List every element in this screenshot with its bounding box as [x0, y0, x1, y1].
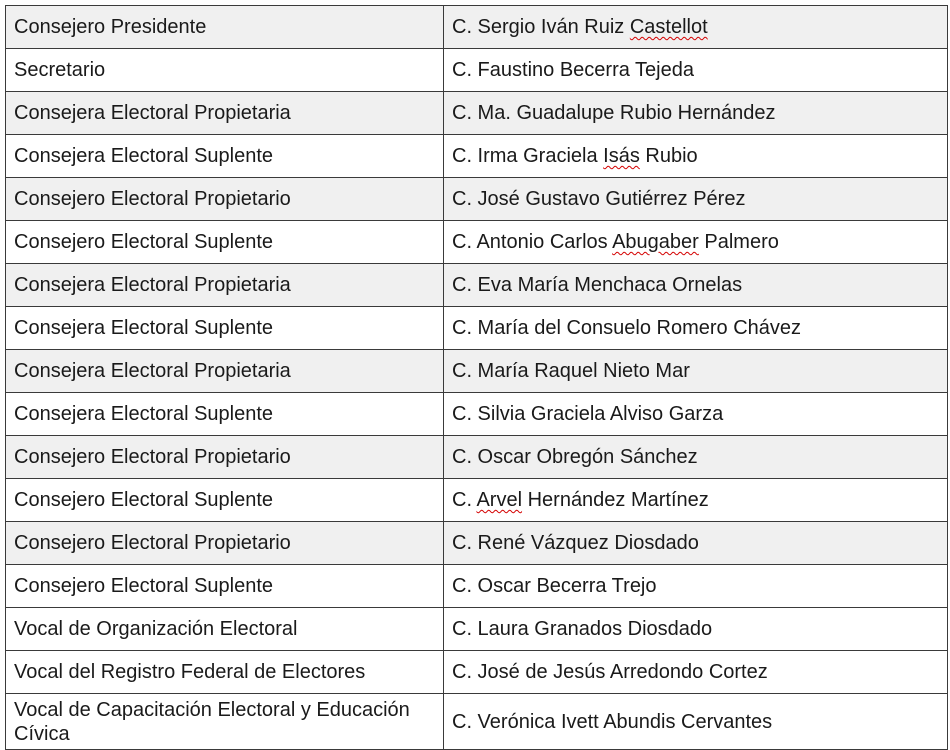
table-row: [6, 49, 948, 92]
name-cell: [444, 135, 948, 178]
name-text: Rubio: [639, 145, 698, 167]
name-cell: [444, 694, 948, 750]
name-text: C. José de Jesús Arredondo Cortez: [452, 661, 768, 683]
role-cell: Consejero Electoral Suplente: [6, 479, 444, 522]
name-text: C. Silvia Graciela Alviso Garza: [452, 403, 724, 425]
name-cell: [444, 307, 948, 350]
role-cell: Vocal de Capacitación Electoral y Educación Cívica: [6, 694, 444, 750]
name-text: Palmero: [698, 231, 779, 253]
name-text: C. Laura Granados Diosdado: [452, 618, 713, 640]
role-cell: Consejera Electoral Propietaria: [6, 264, 444, 307]
role-cell: Consejero Electoral Suplente: [6, 221, 444, 264]
name-text: C. Oscar Obregón Sánchez: [452, 446, 698, 468]
name-text: C. Eva María Menchaca Ornelas: [452, 274, 743, 296]
name-cell: [444, 264, 948, 307]
name-text: C. René Vázquez Diosdado: [452, 532, 699, 554]
role-cell: Consejera Electoral Suplente: [6, 135, 444, 178]
role-cell: Consejero Electoral Suplente: [6, 565, 444, 608]
name-text: C. Sergio Iván Ruiz: [452, 16, 630, 38]
name-cell: [444, 49, 948, 92]
table-row: [6, 307, 948, 350]
name-cell: [444, 92, 948, 135]
role-cell: Consejero Electoral Propietario: [6, 178, 444, 221]
table-row: [6, 694, 948, 750]
table-row: [6, 608, 948, 651]
table-row: [6, 522, 948, 565]
table-row: [6, 651, 948, 694]
table-row: [6, 436, 948, 479]
spellcheck-flagged-word[interactable]: Isás: [603, 145, 640, 167]
name-cell: [444, 178, 948, 221]
members-table: [5, 5, 948, 750]
spellcheck-flagged-word[interactable]: Arvel: [476, 489, 523, 511]
table-row: [6, 565, 948, 608]
table-row: [6, 264, 948, 307]
name-cell: [444, 565, 948, 608]
name-cell: [444, 6, 948, 49]
spellcheck-flagged-word[interactable]: Castellot: [629, 16, 708, 38]
table-row: [6, 221, 948, 264]
name-text: C. Faustino Becerra Tejeda: [452, 59, 694, 81]
table-row: [6, 178, 948, 221]
role-cell: Consejero Presidente: [6, 6, 444, 49]
role-cell: Vocal de Organización Electoral: [6, 608, 444, 651]
role-cell: Consejera Electoral Propietaria: [6, 92, 444, 135]
name-cell: [444, 221, 948, 264]
name-text: C. Verónica Ivett Abundis Cervantes: [452, 710, 773, 733]
role-cell: Vocal del Registro Federal de Electores: [6, 651, 444, 694]
name-cell: [444, 651, 948, 694]
table-row: [6, 350, 948, 393]
name-text: C. María del Consuelo Romero Chávez: [452, 317, 802, 339]
role-cell: Consejera Electoral Propietaria: [6, 350, 444, 393]
name-text: C.: [452, 489, 477, 511]
spellcheck-flagged-word[interactable]: Abugaber: [612, 231, 699, 253]
name-text: C. Ma. Guadalupe Rubio Hernández: [452, 102, 776, 124]
name-text: C. María Raquel Nieto Mar: [452, 360, 690, 382]
name-cell: [444, 608, 948, 651]
table-row: [6, 6, 948, 49]
name-cell: [444, 393, 948, 436]
name-cell: [444, 436, 948, 479]
name-text: Hernández Martínez: [522, 489, 709, 511]
role-cell: Consejera Electoral Suplente: [6, 307, 444, 350]
table-row: [6, 393, 948, 436]
table-row: [6, 479, 948, 522]
role-cell: Consejera Electoral Suplente: [6, 393, 444, 436]
role-cell: Secretario: [6, 49, 444, 92]
name-cell: [444, 522, 948, 565]
name-text: C. Irma Graciela: [452, 145, 604, 167]
name-text: C. Antonio Carlos: [452, 231, 613, 253]
role-cell: Consejero Electoral Propietario: [6, 436, 444, 479]
name-text: C. José Gustavo Gutiérrez Pérez: [452, 188, 746, 210]
table-row: [6, 92, 948, 135]
name-cell: [444, 479, 948, 522]
role-cell: Consejero Electoral Propietario: [6, 522, 444, 565]
document-page: [5, 5, 947, 750]
table-row: [6, 135, 948, 178]
name-cell: [444, 350, 948, 393]
name-text: C. Oscar Becerra Trejo: [452, 575, 657, 597]
